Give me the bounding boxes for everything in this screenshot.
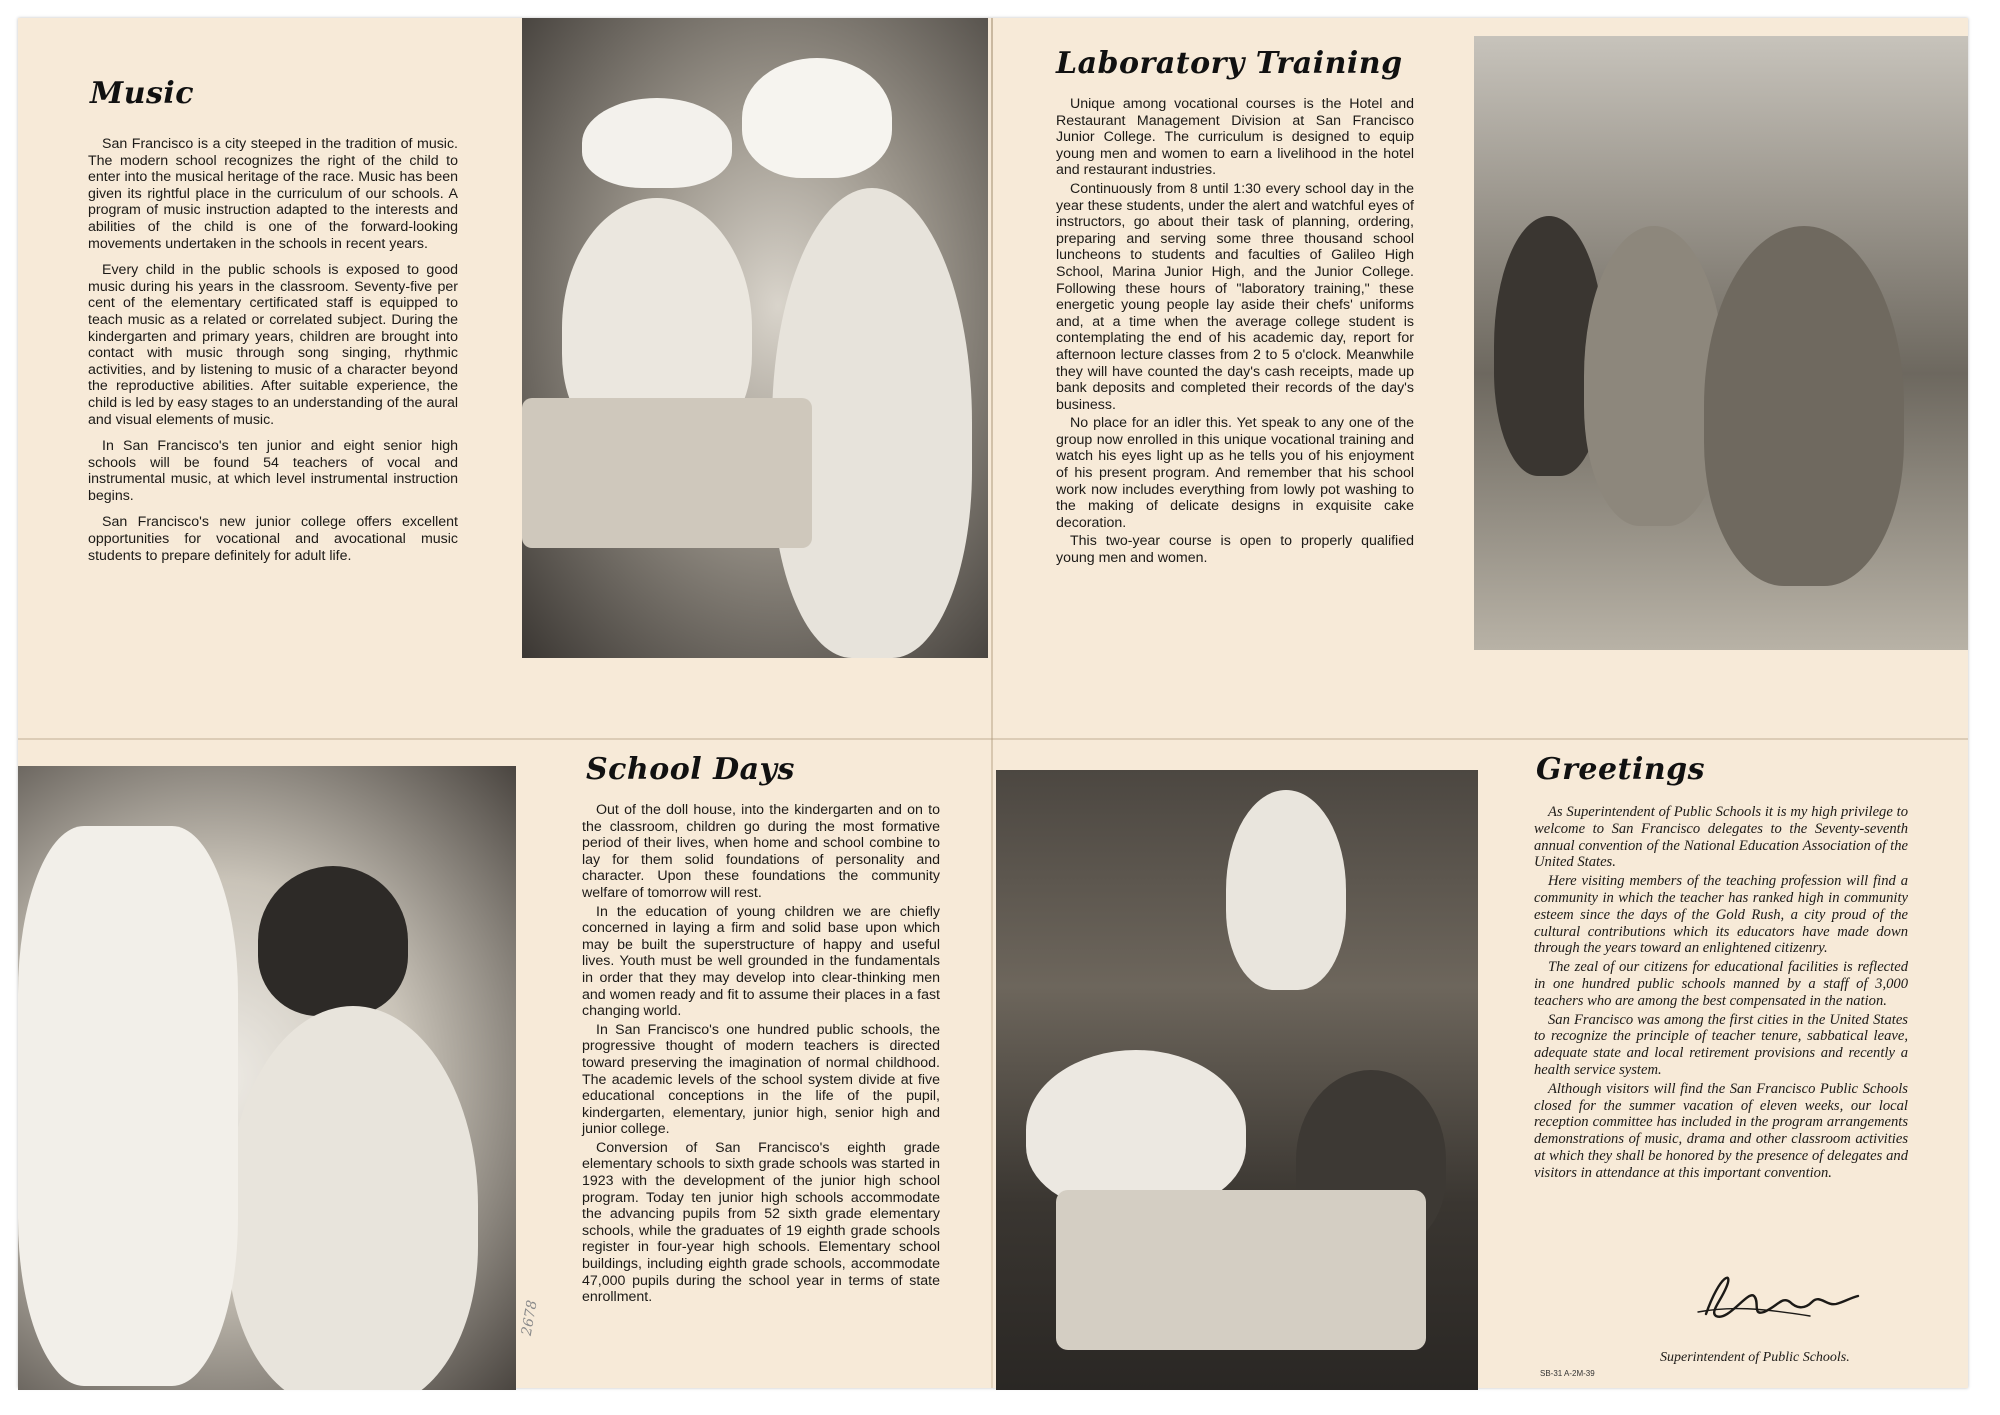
music-heading: Music	[90, 76, 195, 111]
school-days-paragraph: In the education of young children we are chiefly concerned in laying a firm and solid base upon which may be built the superstructure of happy and useful lives. Youth must be well grounded in the fundamentals in order that they may develop into clear-thinking men and women ready and fit to assume their places in a fast changing world.	[582, 903, 940, 1020]
music-paragraph: San Francisco's new junior college offers excellent opportunities for vocational and avocational music students to prepare definitely for adult life.	[88, 514, 458, 564]
greetings-paragraph: The zeal of our citizens for educational facilities is reflected in one hundred public schools manned by a staff of 3,000 teachers who are among the best compensated in the nation.	[1534, 959, 1908, 1009]
rooftop-children-photo	[1474, 36, 1968, 650]
school-days-heading: School Days	[586, 752, 795, 787]
lab-text	[1056, 96, 1414, 569]
greetings-text	[1534, 804, 1908, 1184]
print-code: SB-31 A-2M-39	[1540, 1369, 1595, 1378]
school-days-paragraph: Out of the doll house, into the kindergarten and on to the classroom, children go during the most formative period of their lives, when home and school combine to lay for them solid foundations of personality and character. Upon these foundations the community welfare of tomorrow will rest.	[582, 802, 940, 901]
chefs-photo	[522, 18, 988, 658]
lab-heading: Laboratory Training	[1056, 46, 1403, 81]
signature-title: Superintendent of Public Schools.	[1660, 1350, 1850, 1365]
music-paragraph: Every child in the public schools is exposed to good music during his years in the classroom. Seventy-five per cent of the elementary certificated staff is equipped to teach music as a related or correlated subject. During the kindergarten and primary years, children are brought into contact with music through song singing, rhythmic activities, and by listening to music of a character beyond the reproductive abilities. After suitable experience, the child is led by easy stages to an understanding of the aural and visual elements of music.	[88, 262, 458, 428]
greetings-paragraph: Although visitors will find the San Francisco Public Schools closed for the summer vacation of eleven weeks, our local reception committee has included in the program arrangements demonstrations of music, drama and other classroom activities at which they shall be honored by the presence of delegates and visitors in attendance at this important convention.	[1534, 1080, 1908, 1181]
school-days-paragraph: In San Francisco's one hundred public schools, the progressive thought of modern teachers is directed toward preserving the imagination of normal childhood. The academic levels of the school system divide at five educational conceptions in the life of the pupil, kindergarten, elementary, junior high, senior high and junior college.	[582, 1021, 940, 1138]
center-fold	[991, 18, 993, 1388]
signature-image	[1690, 1266, 1870, 1328]
music-paragraph: San Francisco is a city steeped in the tradition of music. The modern school recognizes the right of the child to enter into the musical heritage of the race. Music has been given its rightful place in the curriculum of our schools. A program of music instruction adapted to the interests and abilities of the child is one of the forward-looking movements undertaken in the schools in recent years.	[88, 136, 458, 252]
lab-paragraph: Continuously from 8 until 1:30 every school day in the year these students, under the alert and watchful eyes of instructors, go about their task of planning, ordering, preparing and serving some three thousand school luncheons to students and faculties of Galileo High School, Marina Junior High, and the Junior College. Following these hours of "laboratory training," these energetic young people lay aside their chefs' uniforms and, at a time when the average college student is contemplating the end of his academic day, report for afternoon lecture classes from 2 to 5 o'clock. Meanwhile they will have counted the day's cash receipts, made up bank deposits and completed their records of the day's business.	[1056, 180, 1414, 413]
lab-paragraph: Unique among vocational courses is the Hotel and Restaurant Management Division at San Francisco Junior College. The curriculum is designed to equip young men and women to earn a livelihood in the hotel and restaurant industries.	[1056, 96, 1414, 179]
graduates-photo	[18, 766, 516, 1390]
lab-paragraph: No place for an idler this. Yet speak to any one of the group now enrolled in this unique vocational training and watch his eyes light up as he tells you of his enjoyment of his present program. And remember that his school work now includes everything from lowly pot washing to the making of delicate designs in exquisite cake decoration.	[1056, 415, 1414, 531]
school-days-paragraph: Conversion of San Francisco's eighth grade elementary schools to sixth grade schools was started in 1923 with the development of the junior high school program. Today ten junior high schools accommodate the advancing pupils from 52 sixth grade elementary schools, while the graduates of 19 eighth grade schools register in four-year high schools. Elementary school buildings, including eighth grade schools, accommodate 47,000 pupils during the school year in terms of state enrollment.	[582, 1139, 940, 1306]
horizontal-fold	[18, 738, 1968, 740]
lab-paragraph: This two-year course is open to properly qualified young men and women.	[1056, 533, 1414, 567]
school-days-text	[582, 802, 940, 1308]
greetings-paragraph: San Francisco was among the first cities in the United States to recognize the principle of teacher tenure, sabbatical leave, adequate state and local retirement provisions and recently a health service system.	[1534, 1011, 1908, 1078]
greetings-heading: Greetings	[1536, 752, 1706, 787]
music-text	[88, 136, 458, 574]
pencil-mark: 2678	[518, 1299, 541, 1337]
music-paragraph: In San Francisco's ten junior and eight senior high schools will be found 54 teachers of vocal and instrumental music, at which level instrumental instruction begins.	[88, 438, 458, 504]
library-photo	[996, 770, 1478, 1390]
greetings-paragraph: Here visiting members of the teaching profession will find a community in which the teacher has ranked high in community esteem since the days of the Gold Rush, a city proud of the cultural contributions which its educators have made down through the years toward an enlightened citizenry.	[1534, 873, 1908, 957]
greetings-paragraph: As Superintendent of Public Schools it is my high privilege to welcome to San Francisco delegates to the Seventy-seventh annual convention of the National Education Association of the United States.	[1534, 804, 1908, 871]
